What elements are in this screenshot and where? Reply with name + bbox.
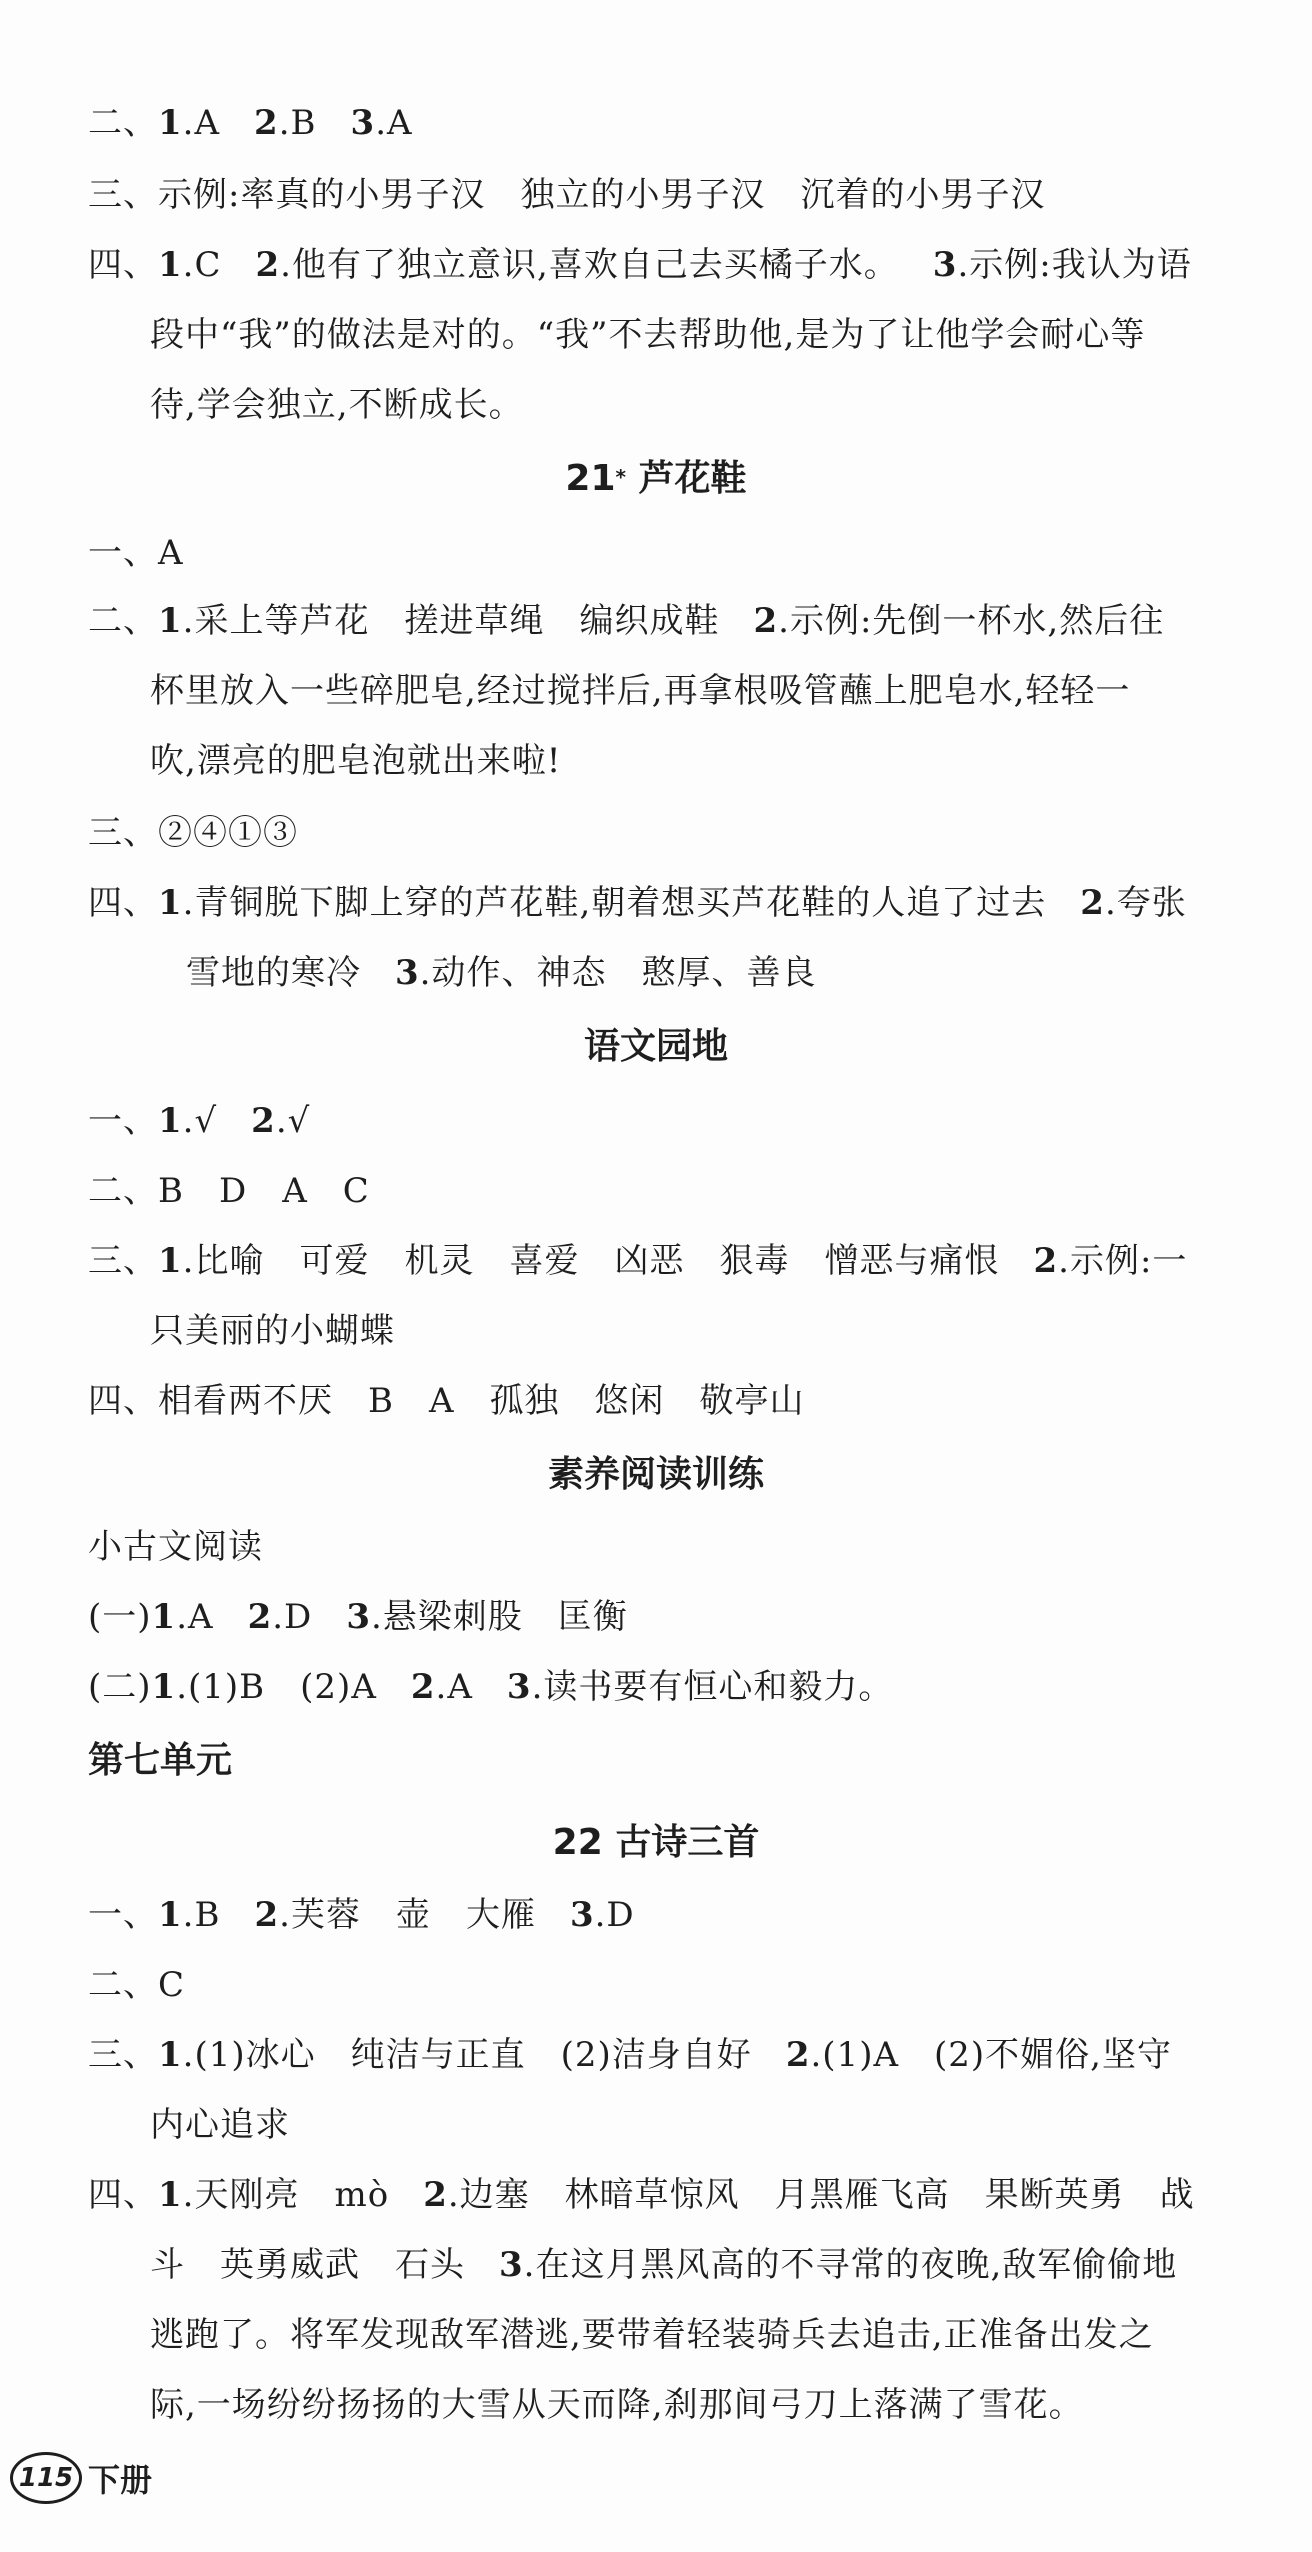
answer-line: (一)1.A 2.D 3.悬梁刺股 匡衡 [88, 1597, 628, 1637]
unit-title: 第七单元 [88, 1740, 233, 1781]
answer-line: 四、相看两不厌 B A 孤独 悠闲 敬亭山 [88, 1381, 805, 1421]
section-heading: 素养阅读训练 [547, 1454, 764, 1495]
section-heading: 语文园地 [583, 1026, 728, 1067]
answer-line: 段中“我”的做法是对的。“我”不去帮助他,是为了让他学会耐心等 [150, 315, 1146, 355]
answer-line: 四、1.青铜脱下脚上穿的芦花鞋,朝着想买芦花鞋的人追了过去 2.夸张 [88, 883, 1187, 923]
answer-line: 一、1.√ 2.√ [88, 1101, 311, 1141]
answer-line: 际,一场纷纷扬扬的大雪从天而降,刹那间弓刀上落满了雪花。 [150, 2385, 1084, 2425]
lesson-heading: 21* 芦花鞋 [565, 458, 747, 499]
answer-line: 一、1.B 2.芙蓉 壶 大雁 3.D [88, 1895, 635, 1935]
answer-line: 二、C [88, 1965, 186, 2005]
answer-line: 二、1.采上等芦花 搓进草绳 编织成鞋 2.示例:先倒一杯水,然后往 [88, 601, 1165, 641]
answer-line: 斗 英勇威武 石头 3.在这月黑风高的不寻常的夜晚,敌军偷偷地 [150, 2245, 1178, 2285]
answer-line: 内心追求 [150, 2105, 290, 2145]
answer-line: 三、1.比喻 可爱 机灵 喜爱 凶恶 狠毒 憎恶与痛恨 2.示例:一 [88, 1241, 1188, 1281]
answer-line: 杯里放入一些碎肥皂,经过搅拌后,再拿根吸管蘸上肥皂水,轻轻一 [150, 671, 1131, 711]
answer-line: 小古文阅读 [88, 1527, 263, 1567]
answer-line: 二、1.A 2.B 3.A [88, 103, 413, 143]
answer-line: 待,学会独立,不断成长。 [150, 385, 524, 425]
answer-line: 一、A [88, 533, 184, 573]
answer-line: 吹,漂亮的肥皂泡就出来啦! [150, 741, 562, 781]
page-number: 115 [10, 2452, 82, 2504]
answer-line: 四、1.天刚亮 mò 2.边塞 林暗草惊风 月黑雁飞高 果断英勇 战 [88, 2175, 1195, 2215]
book-label: 下册 [88, 2461, 153, 2499]
answer-line: (二)1.(1)B (2)A 2.A 3.读书要有恒心和毅力。 [88, 1667, 894, 1707]
lesson-heading: 22 古诗三首 [552, 1822, 760, 1863]
answer-line: 三、②④①③ [88, 813, 298, 853]
answer-line: 雪地的寒冷 3.动作、神态 憨厚、善良 [186, 953, 817, 993]
answer-line: 三、示例:率真的小男子汉 独立的小男子汉 沉着的小男子汉 [88, 175, 1046, 215]
answer-line: 逃跑了。将军发现敌军潜逃,要带着轻装骑兵去追击,正准备出发之 [150, 2315, 1154, 2355]
answer-line: 二、B D A C [88, 1171, 370, 1211]
page-footer [10, 2448, 152, 2508]
answer-line: 四、1.C 2.他有了独立意识,喜欢自己去买橘子水。 3.示例:我认为语 [88, 245, 1192, 285]
answer-line: 三、1.(1)冰心 纯洁与正直 (2)洁身自好 2.(1)A (2)不媚俗,坚守 [88, 2035, 1172, 2075]
answer-line: 只美丽的小蝴蝶 [150, 1311, 395, 1351]
